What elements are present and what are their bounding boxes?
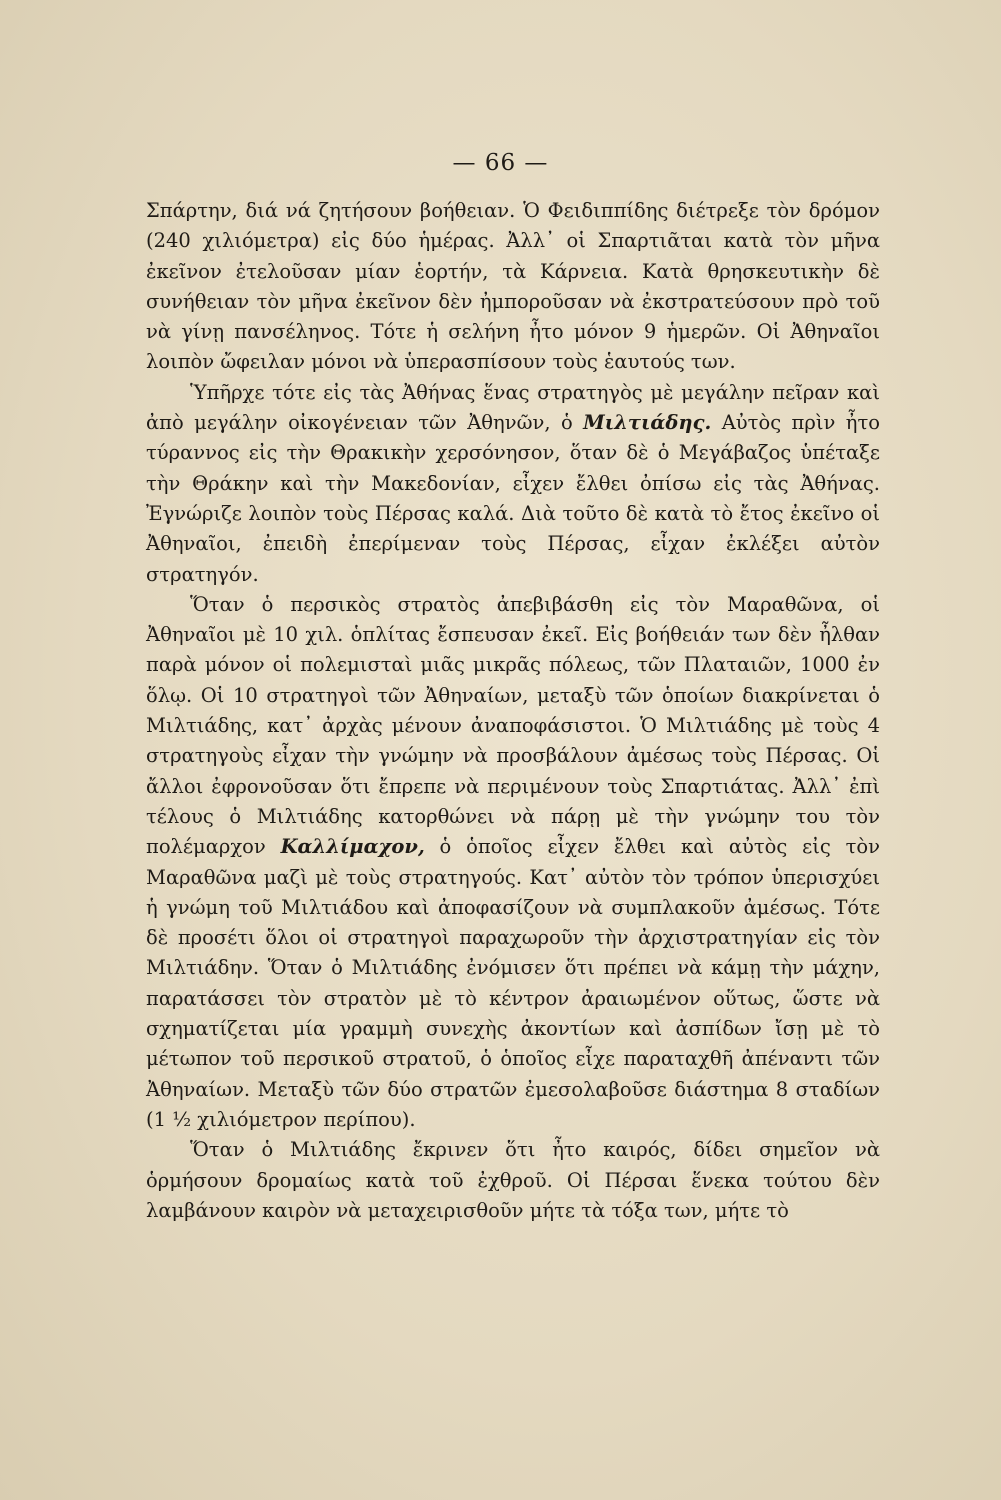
paragraph-1: Σπάρτην, διά νά ζητήσουν βοήθειαν. Ὁ Φειδιππίδης διέτρεξε τὸν δρόμον (240 χιλιόμετρα) εἰς δύο ἡμέρας. Ἀλλ᾿ οἱ Σπαρτιᾶται κατὰ τὸν μῆνα ἐκεῖνον ἐτελοῦσαν μίαν ἑορτήν, τὰ Κάρνεια. Κατὰ θρησκευτικὴν δὲ συνήθειαν τὸν μῆνα ἐκεῖνον δὲν ἠμποροῦσαν νὰ ἐκστρατεύσουν πρὸ τοῦ νὰ γίνῃ πανσέληνος. Τότε ἡ σελήνη ἦτο μόνον 9 ἡμερῶν. Οἱ Ἀθηναῖοι λοιπὸν ὤφειλαν μόνοι νὰ ὑπερασπίσουν τοὺς ἑαυτούς των. [146,199,880,374]
paragraph-3 [146,590,880,1135]
page-number: — 66 — [452,150,549,176]
paragraph-3-text-after: ὁ ὁποῖος εἶχεν ἔλθει καὶ αὐτὸς εἰς τὸν Μαραθῶνα μαζὶ μὲ τοὺς στρατηγούς. Κατ᾿ αὐτὸν τὸν τρόπον ὑπερισχύει ἡ γνώμη τοῦ Μιλτιάδου καὶ ἀποφασίζουν νὰ συμπλακοῦν ἀμέσως. Τότε δὲ προσέτι ὅλοι οἱ στρατηγοὶ παραχωροῦν τὴν ἀρχιστρατηγίαν εἰς τὸν Μιλτιάδην. Ὅταν ὁ Μιλτιάδης ἐνόμισεν ὅτι πρέπει νὰ κάμῃ τὴν μάχην, παρατάσσει τὸν στρατὸν μὲ τὸ κέντρον ἀραιωμένον οὕτως, ὥστε νὰ σχηματίζεται μία γραμμὴ συνεχὴς ἀκοντίων καὶ ἀσπίδων ἴσῃ μὲ τὸ μέτωπον τοῦ περσικοῦ στρατοῦ, ὁ ὁποῖος εἶχε παραταχθῆ ἀπέναντι τῶν Ἀθηναίων. Μεταξὺ τῶν δύο στρατῶν ἐμεσολαβοῦσε διάστημα 8 σταδίων (1 ½ χιλιόμετρον περίπου). [146,835,880,1131]
paragraph-2 [146,378,880,590]
name-miltiades: Μιλτιάδης. [583,411,712,435]
paragraph-3-text-before: Ὅταν ὁ περσικὸς στρατὸς ἀπεβιβάσθη εἰς τὸν Μαραθῶνα, οἱ Ἀθηναῖοι μὲ 10 χιλ. ὁπλίτας ἔσπευσαν ἐκεῖ. Εἰς βοήθειάν των δὲν ἦλθαν παρὰ μόνον οἱ πολεμισταὶ μιᾶς μικρᾶς πόλεως, τῶν Πλαταιῶν, 1000 ἐν ὅλῳ. Οἱ 10 στρατηγοὶ τῶν Ἀθηναίων, μεταξὺ τῶν ὁποίων διακρίνεται ὁ Μιλτιάδης, κατ᾿ ἀρχὰς μένουν ἀναποφάσιστοι. Ὁ Μιλτιάδης μὲ τοὺς 4 στρατηγοὺς εἶχαν τὴν γνώμην νὰ προσβάλουν ἀμέσως τοὺς Πέρσας. Οἱ ἄλλοι ἐφρονοῦσαν ὅτι ἔπρεπε νὰ περιμένουν τοὺς Σπαρτιάτας. Ἀλλ᾿ ἐπὶ τέλους ὁ Μιλτιάδης κατορθώνει νὰ πάρῃ μὲ τὴν γνώμην του τὸν πολέμαρχον [146,592,880,859]
paragraph-2-text-before: Ὑπῆρχε τότε εἰς τὰς Ἀθήνας ἕνας στρατηγὸς μὲ μεγάλην πεῖραν καὶ ἀπὸ μεγάλην οἰκογένειαν τῶν Ἀθηνῶν, ὁ [146,380,880,435]
name-kallimachos: Καλλίμαχον, [280,835,425,859]
paragraph-2-text-after: Αὐτὸς πρὶν ἦτο τύραννος εἰς τὴν Θρακικὴν χερσόνησον, ὅταν δὲ ὁ Μεγάβαζος ὑπέταξε τὴν Θράκην καὶ τὴν Μακεδονίαν, εἶχεν ἔλθει ὀπίσω εἰς τὰς Ἀθήνας. Ἐγνώριζε λοιπὸν τοὺς Πέρσας καλά. Διὰ τοῦτο δὲ κατὰ τὸ ἔτος ἐκεῖνο οἱ Ἀθηναῖοι, ἐπειδὴ ἐπερίμεναν τοὺς Πέρσας, εἶχαν ἐκλέξει αὐτὸν στρατηγόν. [146,411,880,586]
body-text [146,196,880,1226]
paragraph-4: Ὅταν ὁ Μιλτιάδης ἔκρινεν ὅτι ἦτο καιρός, δίδει σημεῖον νὰ ὁρμήσουν δρομαίως κατὰ τοῦ ἐχθροῦ. Οἱ Πέρσαι ἕνεκα τούτου δὲν λαμβάνουν καιρὸν νὰ μεταχειρισθοῦν μήτε τὰ τόξα των, μήτε τὸ [146,1138,880,1222]
